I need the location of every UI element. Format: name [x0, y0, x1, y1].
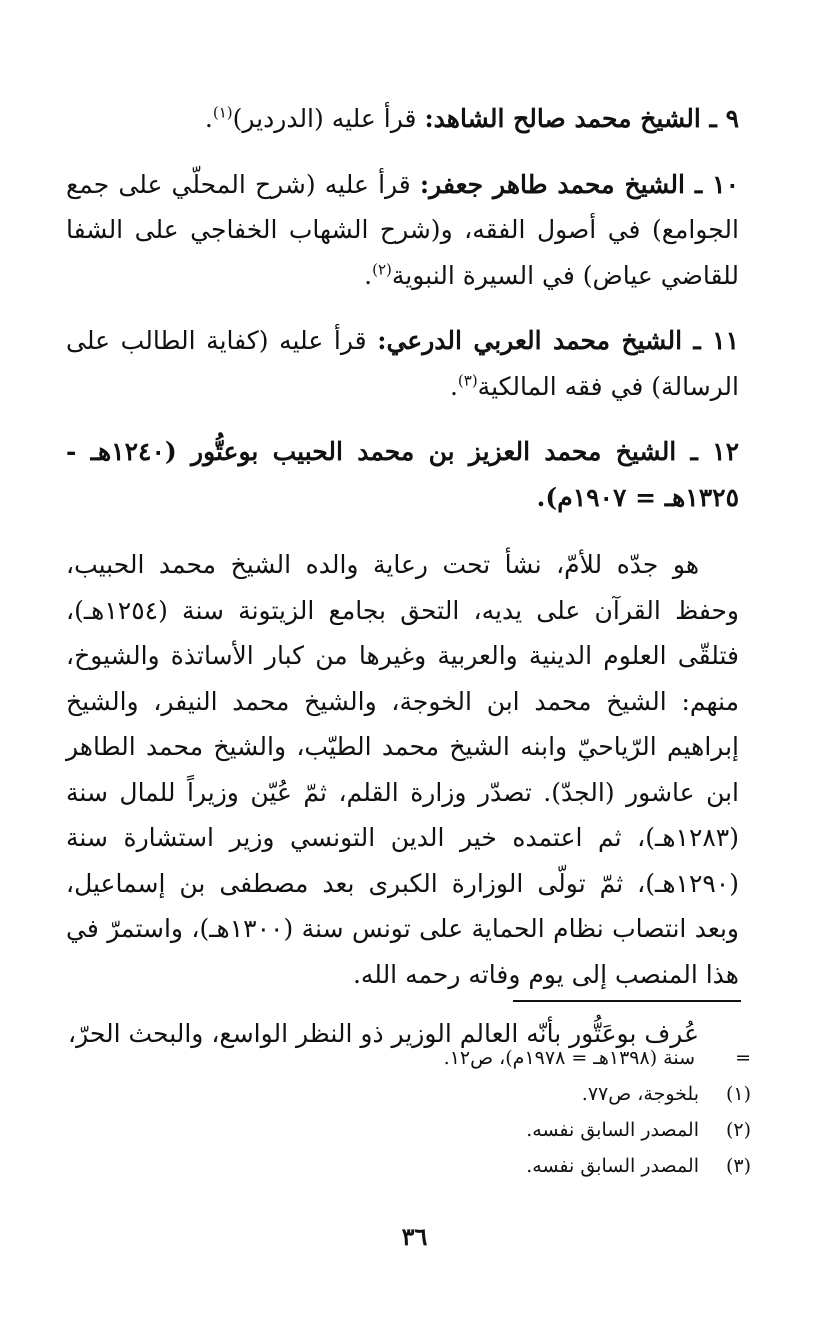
- footnotes: [91, 1040, 751, 1184]
- footnote-1-text: بلخوجة، ص٧٧.: [581, 1083, 699, 1105]
- entry-9-heading: ٩ ـ الشيخ محمد صالح الشاهد:: [424, 104, 739, 133]
- footnote-2-number: (٢): [725, 1119, 751, 1141]
- entry-11-tail: .: [449, 371, 458, 401]
- entry-9-tail: .: [204, 104, 213, 133]
- footnote-1: [91, 1076, 751, 1112]
- entry-10-tail: .: [364, 260, 373, 290]
- footnote-2: [91, 1112, 751, 1148]
- footnote-continuation-marker: =: [735, 1047, 751, 1069]
- entry-10-footnote-ref[interactable]: (٢): [372, 260, 392, 279]
- entry-9-text: قرأ عليه (الدردير): [232, 104, 425, 133]
- entry-11-footnote-ref[interactable]: (٣): [457, 371, 478, 390]
- page-number: ٣٦: [401, 1222, 428, 1251]
- footnote-continuation: [91, 1040, 751, 1076]
- biography-paragraph: هو جدّه للأمّ، نشأ تحت رعاية والده الشيخ محمد الحبيب، وحفظ القرآن على يديه، التحق بجامع الزيتونة سنة (١٢٥٤هـ)، فتلقّى العلوم الدينية والعربية وغيرها من كبار الأساتذة والشيوخ، منهم: الشيخ محمد ابن الخوجة، والشيخ محمد النيفر، والشيخ إبراهيم الرّياحيّ وابنه الشيخ محمد الطيّب، والشيخ محمد الطاهر ابن عاشور (الجدّ). تصدّر وزارة القلم، ثمّ عُيّن وزيراً للمال سنة (١٢٨٣هـ)، ثم اعتمده خير الدين التونسي وزير استشارة سنة (١٢٩٠هـ)، ثمّ تولّى الوزارة الكبرى بعد مصطفى بن إسماعيل، وبعد انتصاب نظام الحماية على تونس سنة (١٣٠٠هـ)، واستمرّ في هذا المنصب إلى يوم وفاته رحمه الله.: [66, 550, 739, 989]
- entry-10-heading: ١٠ ـ الشيخ محمد طاهر جعفر:: [419, 169, 740, 199]
- entry-10-text: قرأ عليه (شرح المحلّي على جمع الجوامع) في أصول الفقه، و(شرح الشهاب الخفاجي على الشفا للقاضي عياض) في السيرة النبوية: [66, 169, 739, 290]
- footnote-3-number: (٣): [725, 1155, 751, 1177]
- entry-12-heading: ١٢ ـ الشيخ محمد العزيز بن محمد الحبيب بوعتُّور (١٢٤٠هـ - ١٣٢٥هـ = ١٩٠٧م).: [66, 437, 739, 512]
- entry-11: [66, 318, 739, 409]
- entry-11-heading: ١١ ـ الشيخ محمد العربي الدرعي:: [377, 326, 740, 355]
- entry-10: [66, 162, 739, 299]
- footnote-3-text: المصدر السابق نفسه.: [526, 1155, 699, 1177]
- biography-paragraph-continued: عُرف بوعَتُّور بأنّه العالم الوزير ذو النظر الواسع، والبحث الحرّ،: [68, 1019, 699, 1048]
- entry-9: [66, 96, 739, 142]
- entry-12: [66, 429, 739, 520]
- footnote-continuation-text: سنة (١٣٩٨هـ = ١٩٧٨م)، ص١٢.: [443, 1047, 695, 1069]
- footnote-3: [91, 1148, 751, 1184]
- entry-9-footnote-ref[interactable]: (١): [212, 103, 233, 122]
- entry-11-text: قرأ عليه (كفاية الطالب على الرسالة) في فقه المالكية: [66, 326, 739, 401]
- footnote-1-number: (١): [725, 1083, 751, 1105]
- footnote-separator: [513, 1000, 741, 1002]
- footnote-2-text: المصدر السابق نفسه.: [526, 1119, 699, 1141]
